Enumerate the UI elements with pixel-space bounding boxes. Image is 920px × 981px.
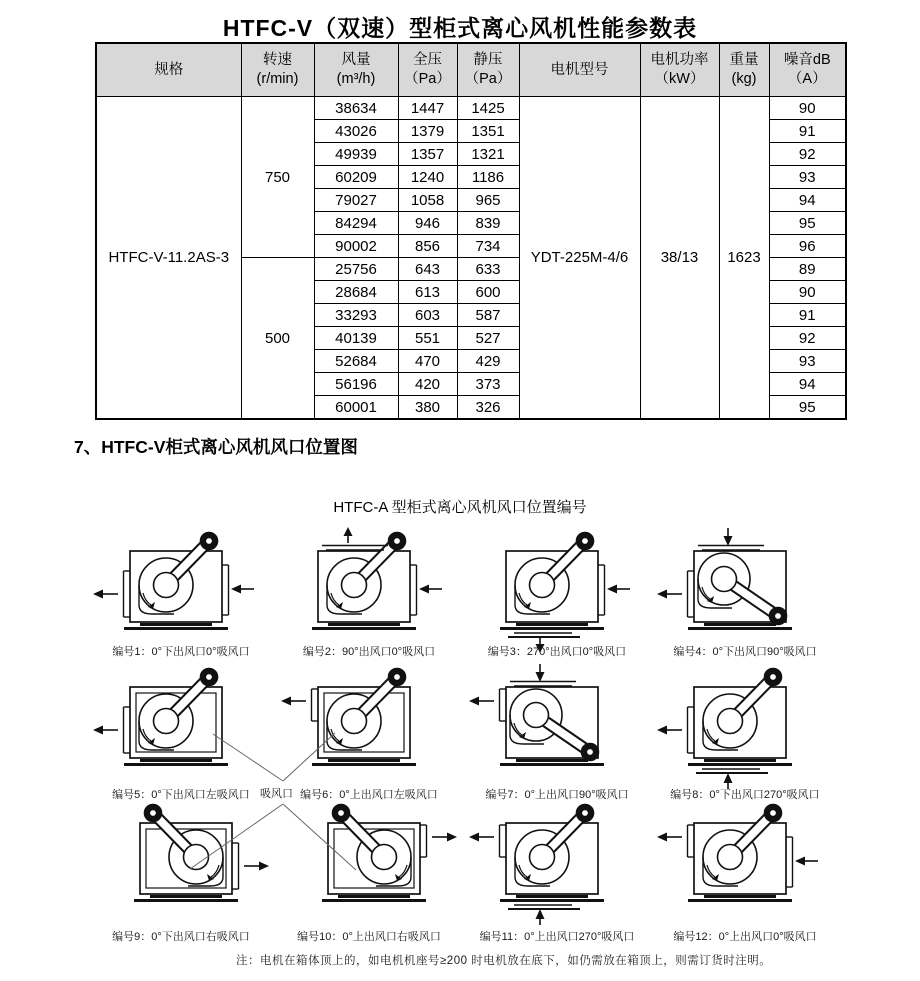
cell-flow: 79027 (314, 189, 398, 212)
cell-spec: HTFC-V-11.2AS-3 (96, 97, 241, 420)
cell-noise: 90 (769, 281, 846, 304)
column-header (457, 43, 519, 97)
column-header (640, 43, 719, 97)
column-header-label: 转速 (263, 52, 292, 69)
cell-total-pressure: 551 (398, 327, 457, 350)
fan-diagram-2 (280, 527, 458, 653)
fan-diagram-12 (656, 799, 834, 925)
cell-static-pressure: 429 (457, 350, 519, 373)
fan-diagram-caption-11: 编号11：0°上出风口270°吸风口 (479, 931, 635, 943)
cell-flow: 33293 (314, 304, 398, 327)
header-row (96, 43, 846, 97)
cell-total-pressure: 1379 (398, 120, 457, 143)
cell-static-pressure: 633 (457, 258, 519, 281)
cell-rpm: 500 (241, 258, 314, 420)
cell-static-pressure: 1321 (457, 143, 519, 166)
fan-schematic-drawing (280, 799, 458, 925)
fan-diagram-11 (468, 799, 646, 925)
cell-static-pressure: 965 (457, 189, 519, 212)
cell-total-pressure: 1240 (398, 166, 457, 189)
cell-flow: 56196 (314, 373, 398, 396)
column-header-label: 电机型号 (550, 61, 609, 78)
table-body (96, 97, 846, 420)
cell-static-pressure: 587 (457, 304, 519, 327)
column-header (769, 43, 846, 97)
fan-schematic-drawing (92, 663, 270, 789)
cell-noise: 96 (769, 235, 846, 258)
cell-static-pressure: 1351 (457, 120, 519, 143)
cell-total-pressure: 1357 (398, 143, 457, 166)
column-header-unit: （Pa） (404, 71, 451, 87)
column-header-unit: （A） (787, 71, 827, 87)
fan-diagram-caption-2: 编号2：90°出风口0°吸风口 (302, 646, 436, 658)
performance-table (95, 42, 847, 420)
cell-static-pressure: 839 (457, 212, 519, 235)
cell-flow: 28684 (314, 281, 398, 304)
page-title: HTFC-V（双速）型柜式离心风机性能参数表 (222, 15, 698, 41)
cell-motor-model: YDT-225M-4/6 (519, 97, 640, 420)
column-header (719, 43, 769, 97)
fan-schematic-drawing (280, 527, 458, 653)
fan-diagram-caption-5: 编号5：0°下出风口左吸风口 (112, 789, 250, 801)
cell-flow: 90002 (314, 235, 398, 258)
fan-diagram-7 (468, 663, 646, 789)
inlet-port-label: 吸风口 (260, 788, 293, 800)
column-header-unit: (r/min) (256, 71, 299, 87)
column-header-label: 风量 (341, 52, 371, 69)
cell-total-pressure: 1058 (398, 189, 457, 212)
section-heading: 7、HTFC-V柜式离心风机风口位置图 (74, 437, 358, 457)
cell-total-pressure: 380 (398, 396, 457, 420)
column-header-unit: （kW） (654, 71, 705, 87)
fan-schematic-drawing (92, 799, 270, 925)
cell-noise: 93 (769, 350, 846, 373)
fan-diagram-caption-1: 编号1：0°下出风口0°吸风口 (112, 646, 250, 658)
cell-flow: 43026 (314, 120, 398, 143)
fan-diagram-caption-4: 编号4：0°下出风口90°吸风口 (673, 646, 817, 658)
fan-schematic-drawing (468, 527, 646, 653)
fan-schematic-drawing (656, 527, 834, 653)
cell-noise: 94 (769, 189, 846, 212)
cell-noise: 91 (769, 120, 846, 143)
cell-total-pressure: 856 (398, 235, 457, 258)
fan-diagram-caption-10: 编号10：0°上出风口右吸风口 (297, 931, 441, 943)
cell-flow: 49939 (314, 143, 398, 166)
fan-diagram-caption-6: 编号6：0°上出风口左吸风口 (300, 789, 438, 801)
cell-static-pressure: 734 (457, 235, 519, 258)
column-header (519, 43, 640, 97)
cell-flow: 60001 (314, 396, 398, 420)
column-header (96, 43, 241, 97)
fan-schematic-drawing (656, 799, 834, 925)
table-row (96, 97, 846, 120)
column-header-label: 噪音dB (783, 52, 831, 69)
fan-diagram-10 (280, 799, 458, 925)
cell-noise: 89 (769, 258, 846, 281)
cell-noise: 91 (769, 304, 846, 327)
cell-flow: 25756 (314, 258, 398, 281)
fan-schematic-drawing (468, 799, 646, 925)
column-header-unit: (m³/h) (336, 71, 376, 87)
fan-diagram-6 (280, 663, 458, 789)
cell-total-pressure: 643 (398, 258, 457, 281)
cell-noise: 90 (769, 97, 846, 120)
fan-diagram-caption-12: 编号12：0°上出风口0°吸风口 (673, 931, 817, 943)
fan-diagram-3 (468, 527, 646, 653)
fan-diagram-9 (92, 799, 270, 925)
fan-diagram-1 (92, 527, 270, 653)
column-header-label: 全压 (413, 52, 442, 69)
cell-static-pressure: 373 (457, 373, 519, 396)
fan-schematic-drawing (468, 663, 646, 789)
column-header (398, 43, 457, 97)
cell-noise: 92 (769, 143, 846, 166)
fan-diagram-caption-3: 编号3：270°出风口0°吸风口 (487, 646, 627, 658)
cell-static-pressure: 527 (457, 327, 519, 350)
cell-rpm: 750 (241, 97, 314, 258)
column-header-label: 静压 (473, 52, 503, 69)
cell-noise: 94 (769, 373, 846, 396)
cell-noise: 93 (769, 166, 846, 189)
fan-diagram-caption-9: 编号9：0°下出风口右吸风口 (112, 931, 250, 943)
fan-schematic-drawing (280, 663, 458, 789)
cell-flow: 60209 (314, 166, 398, 189)
cell-flow: 40139 (314, 327, 398, 350)
column-header (241, 43, 314, 97)
cell-static-pressure: 1186 (457, 166, 519, 189)
footnote: 注：电机在箱体顶上的，如电机机座号≥200 时电机放在底下，如仍需放在箱顶上，则需订货时注明。 (236, 955, 772, 967)
cell-noise: 95 (769, 212, 846, 235)
fan-schematic-drawing (92, 527, 270, 653)
column-header-label: 重量 (729, 52, 759, 69)
cell-noise: 95 (769, 396, 846, 420)
cell-static-pressure: 1425 (457, 97, 519, 120)
fan-diagram-8 (656, 663, 834, 789)
fan-diagram-caption-8: 编号8：0°下出风口270°吸风口 (670, 789, 820, 801)
cell-total-pressure: 470 (398, 350, 457, 373)
table-header (96, 43, 846, 97)
fan-diagram-4 (656, 527, 834, 653)
cell-total-pressure: 946 (398, 212, 457, 235)
cell-weight: 1623 (719, 97, 769, 420)
cell-static-pressure: 326 (457, 396, 519, 420)
cell-noise: 92 (769, 327, 846, 350)
cell-static-pressure: 600 (457, 281, 519, 304)
cell-flow: 38634 (314, 97, 398, 120)
column-header-unit: (kg) (731, 71, 757, 87)
cell-total-pressure: 613 (398, 281, 457, 304)
fan-diagram-5 (92, 663, 270, 789)
cell-motor-power: 38/13 (640, 97, 719, 420)
column-header-unit: （Pa） (464, 71, 512, 87)
cell-total-pressure: 420 (398, 373, 457, 396)
cell-flow: 84294 (314, 212, 398, 235)
fan-schematic-drawing (656, 663, 834, 789)
cell-total-pressure: 603 (398, 304, 457, 327)
column-header-label: 规格 (154, 61, 184, 78)
column-header-label: 电机功率 (650, 52, 709, 69)
column-header (314, 43, 398, 97)
fan-diagram-caption-7: 编号7：0°上出风口90°吸风口 (485, 789, 629, 801)
cell-total-pressure: 1447 (398, 97, 457, 120)
cell-flow: 52684 (314, 350, 398, 373)
diagram-grid-title: HTFC-A 型柜式离心风机风口位置编号 (333, 499, 587, 516)
